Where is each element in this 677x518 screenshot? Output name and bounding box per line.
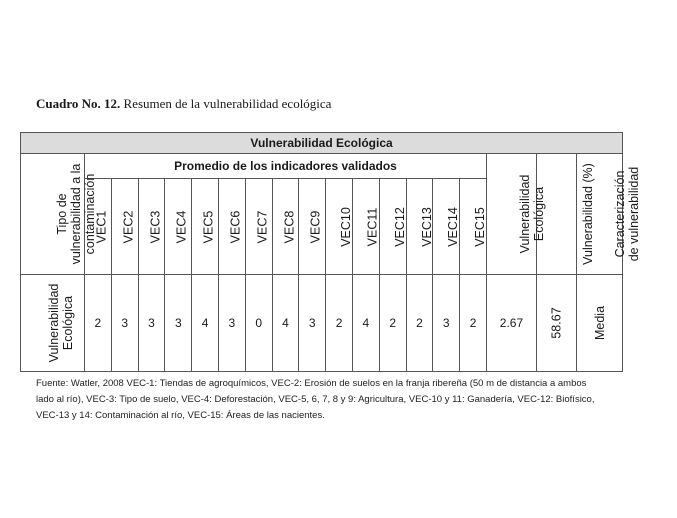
characterization-value: Media (592, 305, 607, 341)
col-header-percent-label: Vulnerabilidad (%) (580, 163, 595, 265)
table-caption (36, 96, 331, 112)
vec-value: 0 (245, 275, 272, 372)
vec-value: 3 (111, 275, 138, 372)
vec-value: 3 (433, 275, 460, 372)
vec-value: 2 (85, 275, 112, 372)
vulnerability-value: 2.67 (486, 275, 536, 372)
vec-header: VEC4 (165, 179, 192, 275)
vec-header: VEC8 (272, 179, 299, 275)
col-header-characterization-label: Caracterización de vulnerabilidad (612, 166, 641, 262)
row-header-type-label: Tipo de vulnerabilidad a la contaminación (55, 163, 97, 265)
vec-header: VEC1 (85, 179, 112, 275)
vec-value: 3 (218, 275, 245, 372)
vec-value: 3 (138, 275, 165, 372)
vec-header: VEC7 (245, 179, 272, 275)
vec-value: 3 (165, 275, 192, 372)
vulnerability-table (20, 132, 641, 372)
col-header-vulnerability-label: Vulnerabilidad Ecológica (517, 174, 546, 254)
caption-text: Resumen de la vulnerabilidad ecológica (123, 96, 332, 111)
vec-value: 2 (406, 275, 433, 372)
vec-header: VEC15 (460, 179, 487, 275)
vec-value: 2 (379, 275, 406, 372)
vec-header: VEC13 (406, 179, 433, 275)
vec-header: VEC5 (192, 179, 219, 275)
vec-header: VEC3 (138, 179, 165, 275)
row-header-ecological (21, 275, 85, 372)
vec-header: VEC11 (352, 179, 379, 275)
vulnerability-percent-cell (536, 275, 576, 372)
row-header-ecological-label: Vulnerabilidad Ecológica (47, 283, 75, 363)
vec-header: VEC2 (111, 179, 138, 275)
vec-header: VEC6 (218, 179, 245, 275)
table-footnote: Fuente: Watler, 2008 VEC-1: Tiendas de agroquímicos, VEC-2: Erosión de suelos en la franja ribereña (50 m de distancia a ambos lado al río), VEC-3: Tipo de suelo, VEC-4: Deforestación, VEC-5, 6, 7, 8 y 9: Agricultura, VEC-10 y 11: Ganadería, VEC-12: Biofísico, VEC-13 y 14: Contaminación al río, VEC-15: Áreas de las nacientes. (36, 378, 595, 421)
vec-value: 4 (192, 275, 219, 372)
vec-value: 4 (352, 275, 379, 372)
averages-subheader: Promedio de los indicadores validados (85, 154, 487, 179)
caption-number: Cuadro No. 12. (36, 96, 121, 111)
vec-value: 2 (326, 275, 353, 372)
characterization-cell (576, 275, 622, 372)
vec-value: 3 (299, 275, 326, 372)
col-header-vulnerability (486, 154, 546, 275)
vec-header: VEC10 (326, 179, 353, 275)
vec-header: VEC14 (433, 179, 460, 275)
vec-header: VEC9 (299, 179, 326, 275)
vulnerability-percent-value: 58.67 (549, 307, 564, 339)
row-header-type (21, 154, 97, 275)
vec-header: VEC12 (379, 179, 406, 275)
vec-value: 2 (460, 275, 487, 372)
table-band-title: Vulnerabilidad Ecológica (21, 133, 623, 154)
vec-value: 4 (272, 275, 299, 372)
